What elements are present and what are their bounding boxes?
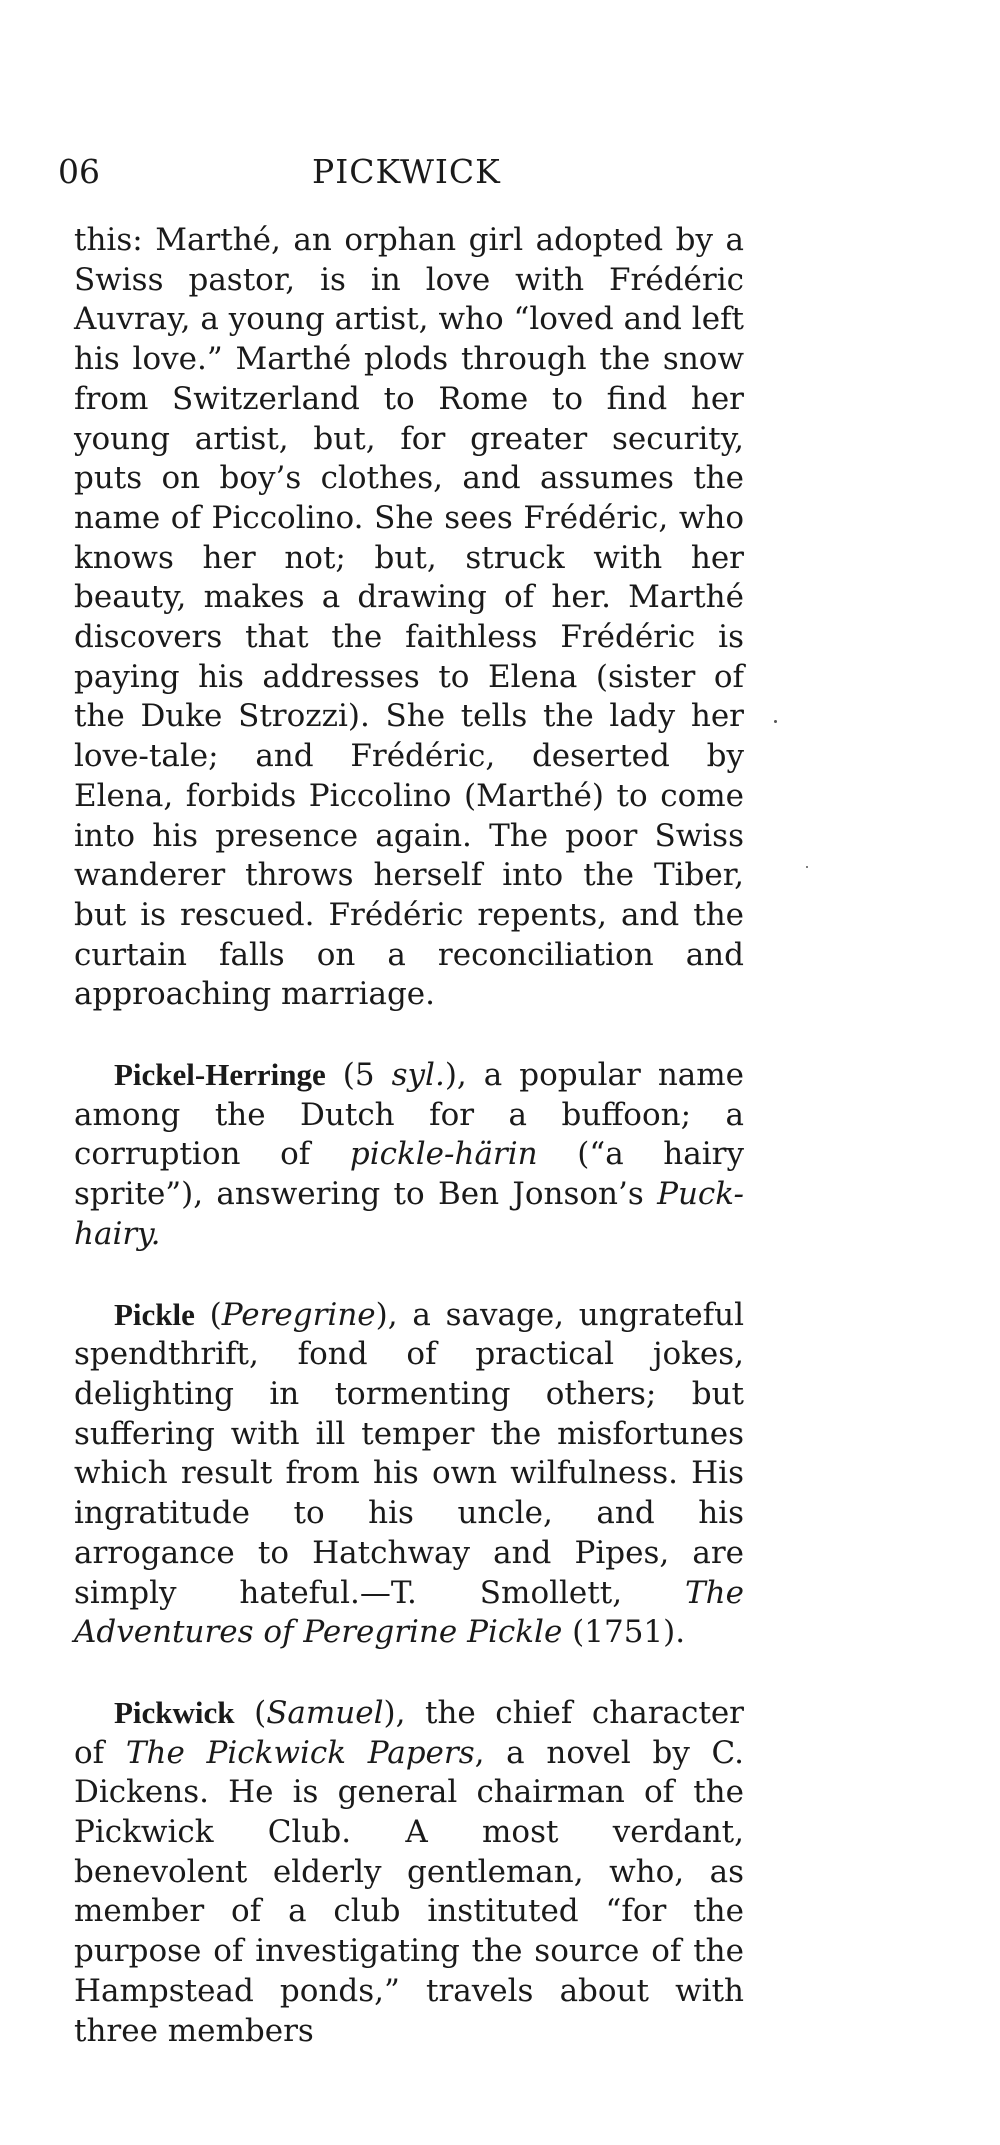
- entry-text: ), a savage, ungrateful spendthrift, fond of practical jokes, delighting in tormenting others; but suffering with ill temper the misfortunes which result from his own wilfulness. His ingratitude to his uncle, and his arrogance to Hatchway and Pipes, are simply hateful.—T. Smollett,: [74, 1296, 745, 1611]
- entry-italic: Peregrine: [221, 1296, 376, 1333]
- entry-text: (: [194, 1296, 222, 1333]
- entry-text: ), a popular name among the Dutch for a buffoon; a corruption of: [74, 1057, 745, 1173]
- page-header: [58, 150, 744, 194]
- headword: Pickle: [114, 1296, 195, 1332]
- entry-pickel-herringe: [74, 1055, 744, 1255]
- entry-text: (5: [325, 1057, 392, 1094]
- running-title: PICKWICK: [312, 152, 501, 191]
- entry-italic: syl.: [391, 1057, 445, 1094]
- entry-pickwick: [74, 1693, 744, 2051]
- entry-pickle: [74, 1295, 744, 1653]
- entry-italic: The Adventures of Peregrine Pickle: [74, 1574, 744, 1651]
- body-text: [74, 221, 744, 2051]
- entry-italic: The Pickwick Papers: [125, 1734, 475, 1771]
- entry-italic: Samuel: [266, 1694, 384, 1731]
- entry-text: , a novel by C. Dickens. He is general chairman of the Pickwick Club. A most verdant, benevolent elderly gentleman, who, as member of a club instituted “for the purpose of investigating the source of the Hampstead ponds,” travels about with three members: [74, 1734, 744, 2049]
- entry-italic: Puck-hairy.: [74, 1176, 744, 1252]
- entry-italic: pickle-härin: [349, 1136, 538, 1173]
- page-number: 06: [58, 152, 100, 191]
- entry-text: (“a hairy sprite”), answering to Ben Jonson’s: [74, 1136, 744, 1213]
- entry-text: (1751).: [562, 1614, 686, 1651]
- entry-text: (: [234, 1694, 267, 1731]
- paper-speck: [806, 866, 808, 868]
- entry-text: ), the chief character of: [74, 1694, 744, 1771]
- paper-speck: [774, 720, 777, 723]
- headword: Pickel-Herringe: [114, 1057, 326, 1093]
- headword: Pickwick: [114, 1694, 235, 1730]
- continuation-paragraph: this: Marthé, an orphan girl adopted by a Swiss pastor, is in love with Frédéric Auvray, a young artist, who “loved and left his love.” Marthé plods through the snow from Switzerland to Rome to find her young artist, but, for greater security, puts on boy’s clothes, and assumes the name of Piccolino. She sees Frédéric, who knows her not; but, struck with her beauty, makes a drawing of her. Marthé discovers that the faithless Frédéric is paying his addresses to Elena (sister of the Duke Strozzi). She tells the lady her love-tale; and Frédéric, deserted by Elena, forbids Piccolino (Marthé) to come into his presence again. The poor Swiss wanderer throws herself into the Tiber, but is rescued. Frédéric repents, and the curtain falls on a reconciliation and approaching marriage.: [74, 222, 744, 1013]
